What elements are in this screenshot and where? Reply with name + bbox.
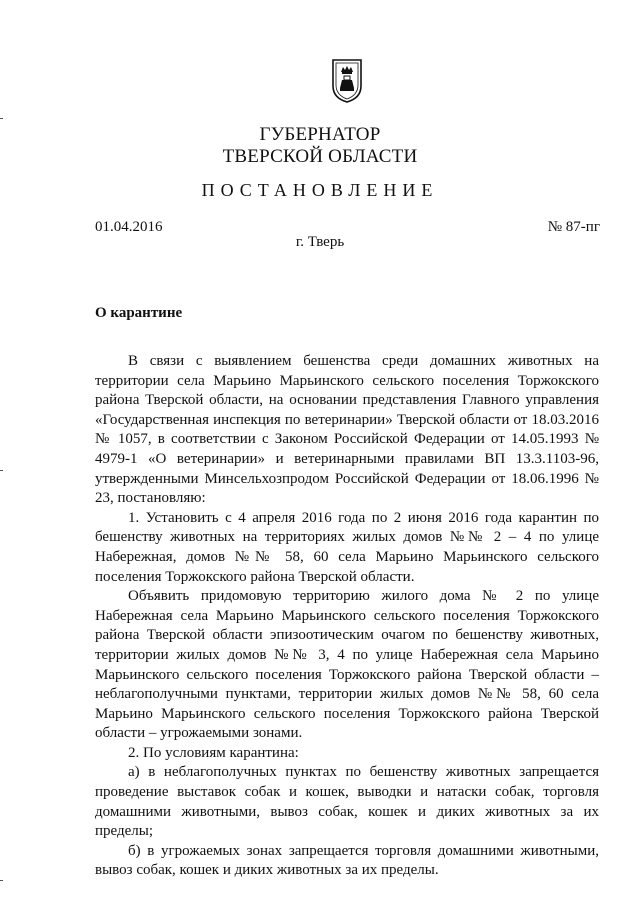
decree-number: № 87-пг (547, 219, 600, 235)
authority-title-line2: ТВЕРСКОЙ ОБЛАСТИ (222, 146, 418, 167)
paragraph-item-2a: а) в неблагополучных пунктах по бешенству животных запрещается проведение выставок собак и кошек, выводки и натаски собак, торговля домашними животными, вывоз собак, кошек и диких животных за их пределы; (95, 764, 599, 840)
paragraph-preamble: В связи с выявлением бешенства среди домашних животных на территории села Марьино Марьинского сельского поселения Торжокского района Тверской области, на основании представления Главного управления «Государственная инспекция по ветеринарии» Тверской области от 18.03.2016 № 1057, в соответствии с Законом Российской Федерации от 14.05.1993 № 4979-1 «О ветеринарии» и ветеринарными правилами ВП 13.3.1103-96, утвержденными Минсельхозпродом Российской Федерации от 18.06.1996 № 23, постановляю: (95, 353, 599, 507)
decree-date: 01.04.2016 (95, 219, 163, 235)
decree-subject: О карантине (95, 305, 183, 321)
decree-body (95, 352, 599, 881)
paragraph-declaration: Объявить придомовую территорию жилого дома № 2 по улице Набережная села Марьино Марьинского сельского поселения Торжокского района Тверской области эпизоотическим очагом по бешенству животных, территории жилых домов №№ 3, 4 по улице Набережная села Марьино Марьинского сельского поселения Торжокского района Тверской области – неблагополучными пунктами, территории жилых домов №№ 58, 60 села Марьино Марьинского сельского поселения Торжокского района Тверской области – угрожаемыми зонами. (95, 588, 599, 742)
scan-edge-mark (0, 470, 3, 471)
paragraph-item-2: 2. По условиям карантина: (128, 744, 299, 761)
decree-type-heading: ПОСТАНОВЛЕНИЕ (201, 180, 439, 200)
paragraph-item-1: 1. Установить с 4 апреля 2016 года по 2 июня 2016 года карантин по бешенству животных на территориях жилых домов №№ 2 – 4 по улице Набережная, домов №№ 58, 60 села Марьино Марьинского сельского поселения Торжокского района Тверской области. (95, 509, 599, 585)
coat-of-arms-icon (331, 58, 363, 104)
scan-edge-mark (0, 880, 3, 881)
authority-title-line1: ГУБЕРНАТОР (259, 124, 381, 145)
decree-city: г. Тверь (295, 234, 345, 250)
paragraph-item-2b: б) в угрожаемых зонах запрещается торговля домашними животными, вывоз собак, кошек и диких животных за их пределы. (95, 842, 599, 879)
scan-edge-mark (0, 118, 3, 119)
